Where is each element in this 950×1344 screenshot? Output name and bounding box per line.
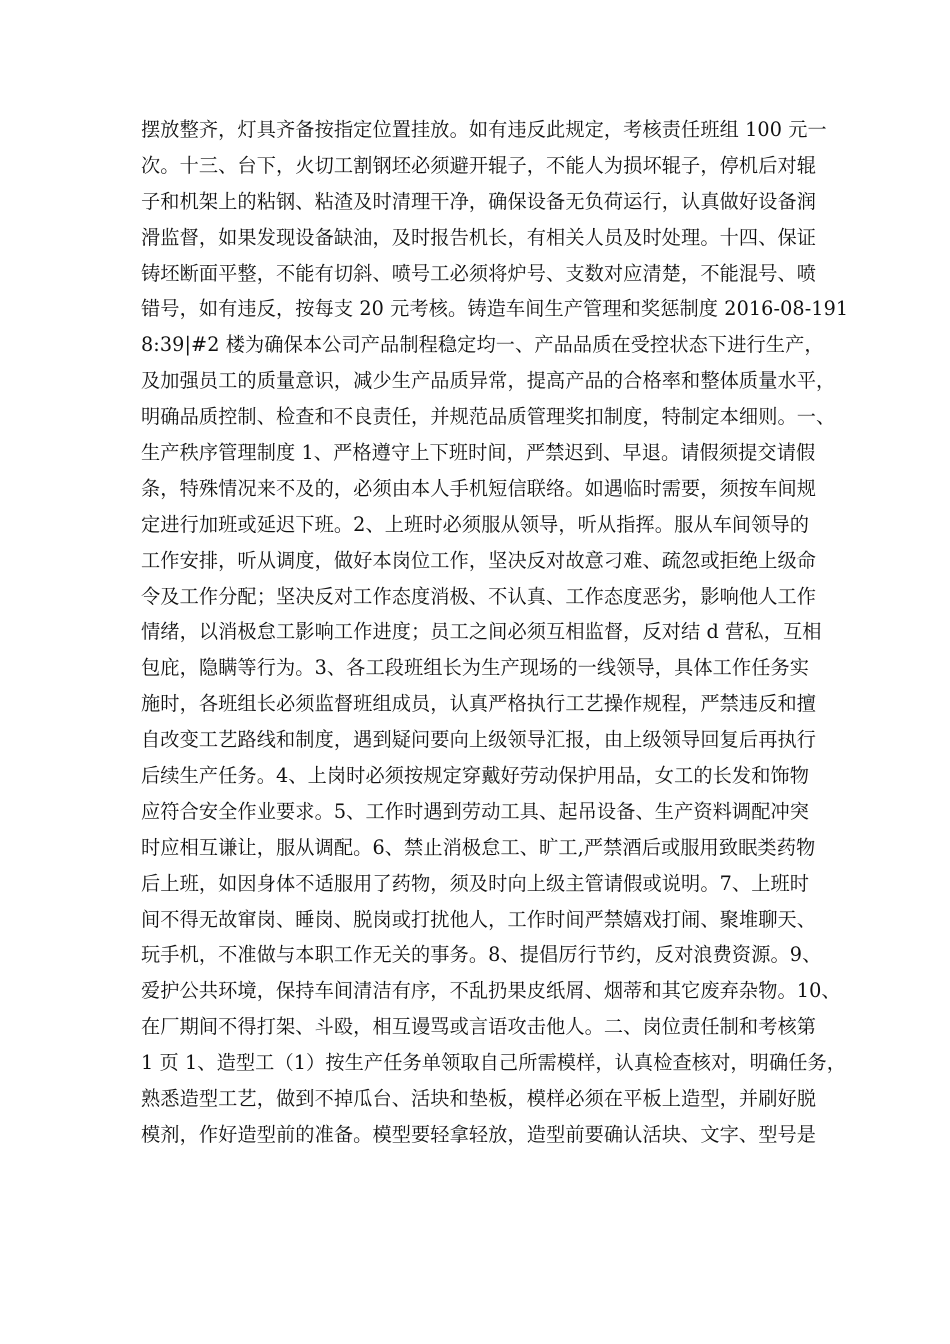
text-line: 工作安排，听从调度，做好本岗位工作，坚决反对故意刁难、疏忽或拒绝上级命 <box>141 548 817 572</box>
text-line: 施时，各班组长必须监督班组成员，认真严格执行工艺操作规程，严禁违反和擅 <box>141 692 817 716</box>
text-line: 摆放整齐，灯具齐备按指定位置挂放。如有违反此规定，考核责任班组 100 元一 <box>141 118 827 141</box>
text-line: 1 页 1、造型工（1）按生产任务单领取自己所需模样，认真检查核对，明确任务， <box>141 1051 847 1075</box>
text-line: 时应相互谦让，服从调配。6、禁止消极怠工、旷工,严禁酒后或服用致眠类药物 <box>141 835 816 859</box>
text-line: 爱护公共环境，保持车间清洁有序，不乱扔果皮纸屑、烟蒂和其它废弃杂物。10、 <box>141 979 841 1003</box>
text-line: 应符合安全作业要求。5、工作时遇到劳动工具、起吊设备、生产资料调配冲突 <box>141 799 810 823</box>
text-line: 铸坯断面平整，不能有切斜、喷号工必须将炉号、支数对应清楚，不能混号、喷 <box>141 261 817 285</box>
text-line: 条，特殊情况来不及的，必须由本人手机短信联络。如遇临时需要，须按车间规 <box>141 476 817 500</box>
text-line: 子和机架上的粘钢、粘渣及时清理干净，确保设备无负荷运行，认真做好设备润 <box>141 189 817 213</box>
text-line: 明确品质控制、检查和不良责任，并规范品质管理奖扣制度，特制定本细则。一、 <box>141 405 836 429</box>
text-line: 熟悉造型工艺，做到不掉瓜台、活块和垫板，模样必须在平板上造型，并刷好脱 <box>141 1087 817 1111</box>
text-line: 8:39|#2 楼为确保本公司产品制程稳定均一、产品品质在受控状态下进行生产， <box>141 333 824 357</box>
text-line: 滑监督，如果发现设备缺油，及时报告机长，有相关人员及时处理。十四、保证 <box>141 225 817 249</box>
text-line: 玩手机，不准做与本职工作无关的事务。8、提倡厉行节约，反对浪费资源。9、 <box>141 943 822 967</box>
body-text <box>141 112 849 1153</box>
text-line: 次。十三、台下，火切工割钢坯必须避开辊子，不能人为损坏辊子，停机后对辊 <box>141 153 817 177</box>
text-line: 模剂，作好造型前的准备。模型要轻拿轻放，造型前要确认活块、文字、型号是 <box>141 1122 817 1146</box>
text-line: 自改变工艺路线和制度，遇到疑问要向上级领导汇报，由上级领导回复后再执行 <box>141 728 817 752</box>
text-line: 包庇，隐瞒等行为。3、各工段班组长为生产现场的一线领导，具体工作任务实 <box>141 656 810 680</box>
text-line: 定进行加班或延迟下班。2、上班时必须服从领导，听从指挥。服从车间领导的 <box>141 512 810 536</box>
text-line: 后续生产任务。4、上岗时必须按规定穿戴好劳动保护用品，女工的长发和饰物 <box>141 764 810 788</box>
text-line: 在厂期间不得打架、斗殴，相互谩骂或言语攻击他人。二、岗位责任制和考核第 <box>141 1015 817 1039</box>
text-line: 生产秩序管理制度 1、严格遵守上下班时间，严禁迟到、早退。请假须提交请假 <box>141 441 816 465</box>
text-line: 间不得无故窜岗、睡岗、脱岗或打扰他人，工作时间严禁嬉戏打闹、聚堆聊天、 <box>141 907 817 931</box>
text-line: 错号，如有违反，按每支 20 元考核。铸造车间生产管理和奖惩制度 2016-08-191 <box>141 297 849 321</box>
text-line: 情绪，以消极怠工影响工作进度；员工之间必须互相监督，反对结 d 营私，互相 <box>141 620 822 644</box>
text-line: 令及工作分配；坚决反对工作态度消极、不认真、工作态度恶劣，影响他人工作 <box>141 584 817 608</box>
text-line: 及加强员工的质量意识，减少生产品质异常，提高产品的合格率和整体质量水平， <box>141 369 836 393</box>
text-line: 后上班，如因身体不适服用了药物，须及时向上级主管请假或说明。7、上班时 <box>141 871 810 895</box>
